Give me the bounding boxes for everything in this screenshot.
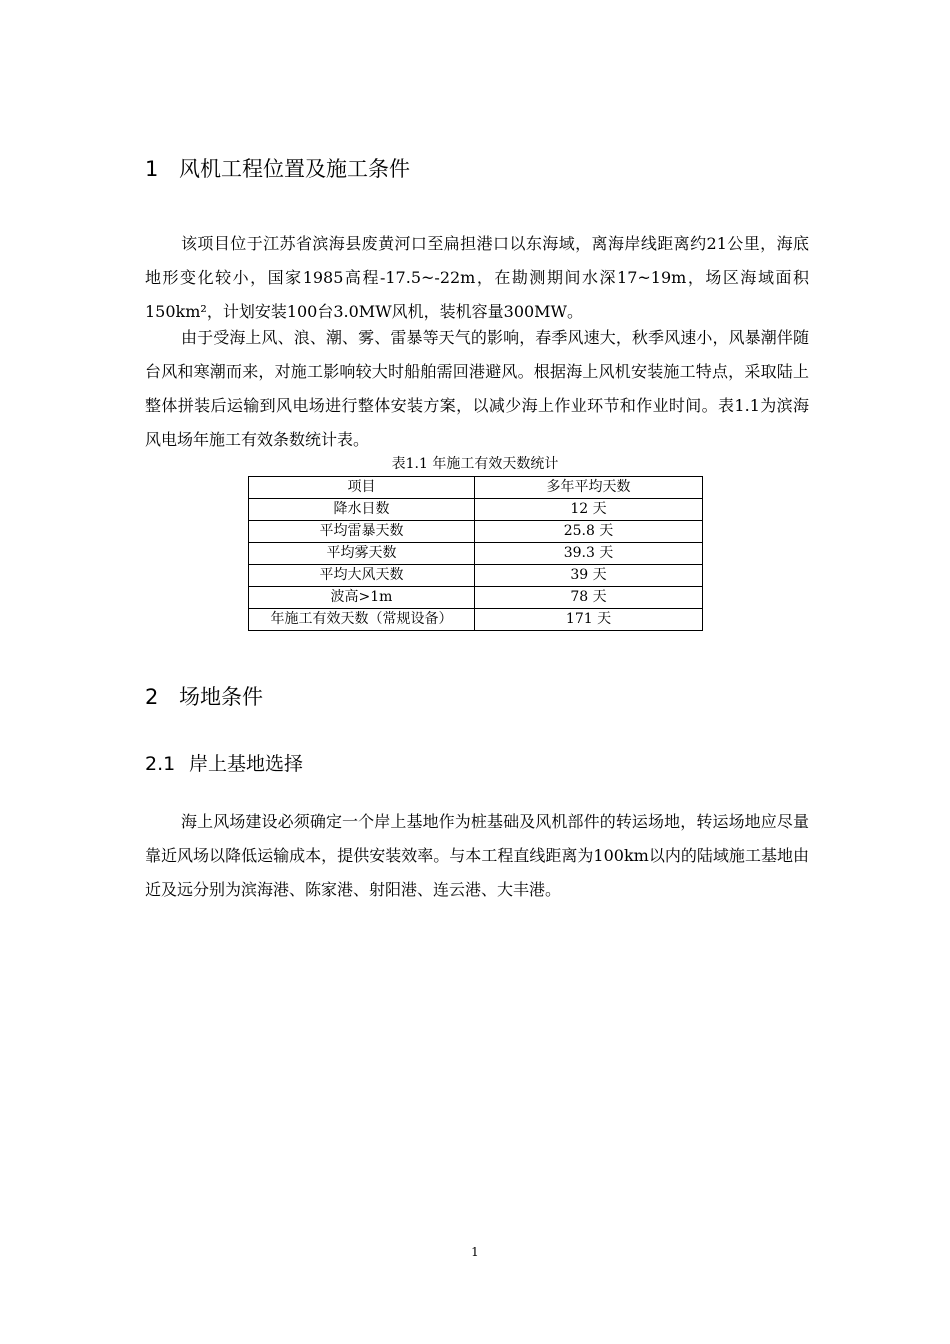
table-cell-item: 波高>1m	[249, 587, 475, 609]
table-cell-value: 39.3 天	[475, 543, 703, 565]
section-1-paragraph-1: 该项目位于江苏省滨海县废黄河口至扁担港口以东海域，离海岸线距离约21公里，海底地形变化较小，国家1985高程-17.5~-22m，在勘测期间水深17~19m，场区海域面积150km²，计划安装100台3.0MW风机，装机容量300MW。	[145, 234, 809, 321]
section-2-number: 2	[145, 685, 159, 709]
table-cell-item: 平均雾天数	[249, 543, 475, 565]
table-header-row	[249, 477, 703, 499]
table-caption: 表1.1 年施工有效天数统计	[391, 456, 559, 472]
table-cell-value: 25.8 天	[475, 521, 703, 543]
table-cell-item: 平均雷暴天数	[249, 521, 475, 543]
section-2-1-heading	[145, 750, 303, 778]
table-cell-value: 39 天	[475, 565, 703, 587]
table-cell-item: 平均大风天数	[249, 565, 475, 587]
table-row	[249, 499, 703, 521]
table-cell-item: 降水日数	[249, 499, 475, 521]
table-cell-value: 78 天	[475, 587, 703, 609]
section-2-title: 场地条件	[179, 685, 263, 709]
table-row	[249, 543, 703, 565]
page-number: 1	[471, 1245, 479, 1259]
section-1-heading	[145, 154, 410, 184]
section-2-1-paragraph: 海上风场建设必须确定一个岸上基地作为桩基础及风机部件的转运场地，转运场地应尽量靠近风场以降低运输成本，提供安装效率。与本工程直线距离为100km以内的陆域施工基地由近及远分别为滨海港、陈家港、射阳港、连云港、大丰港。	[145, 812, 809, 899]
table-cell-item: 年施工有效天数（常规设备）	[249, 609, 475, 631]
table-row	[249, 521, 703, 543]
section-2-1-number: 2.1	[145, 753, 176, 775]
table-row	[249, 565, 703, 587]
section-1-number: 1	[145, 157, 159, 181]
table-cell-value: 171 天	[475, 609, 703, 631]
section-1-title: 风机工程位置及施工条件	[179, 157, 410, 181]
construction-days-table	[248, 476, 703, 631]
table-row	[249, 609, 703, 631]
table-row	[249, 587, 703, 609]
section-1-paragraph-2: 由于受海上风、浪、潮、雾、雷暴等天气的影响，春季风速大，秋季风速小，风暴潮伴随台风和寒潮而来，对施工影响较大时船舶需回港避风。根据海上风机安装施工特点，采取陆上整体拼装后运输到风电场进行整体安装方案，以减少海上作业环节和作业时间。表1.1为滨海风电场年施工有效条数统计表。	[145, 328, 809, 449]
table-header-item: 项目	[249, 477, 475, 499]
section-2-1-title: 岸上基地选择	[189, 753, 304, 775]
table-cell-value: 12 天	[475, 499, 703, 521]
table-header-days: 多年平均天数	[475, 477, 703, 499]
section-2-heading	[145, 682, 263, 712]
